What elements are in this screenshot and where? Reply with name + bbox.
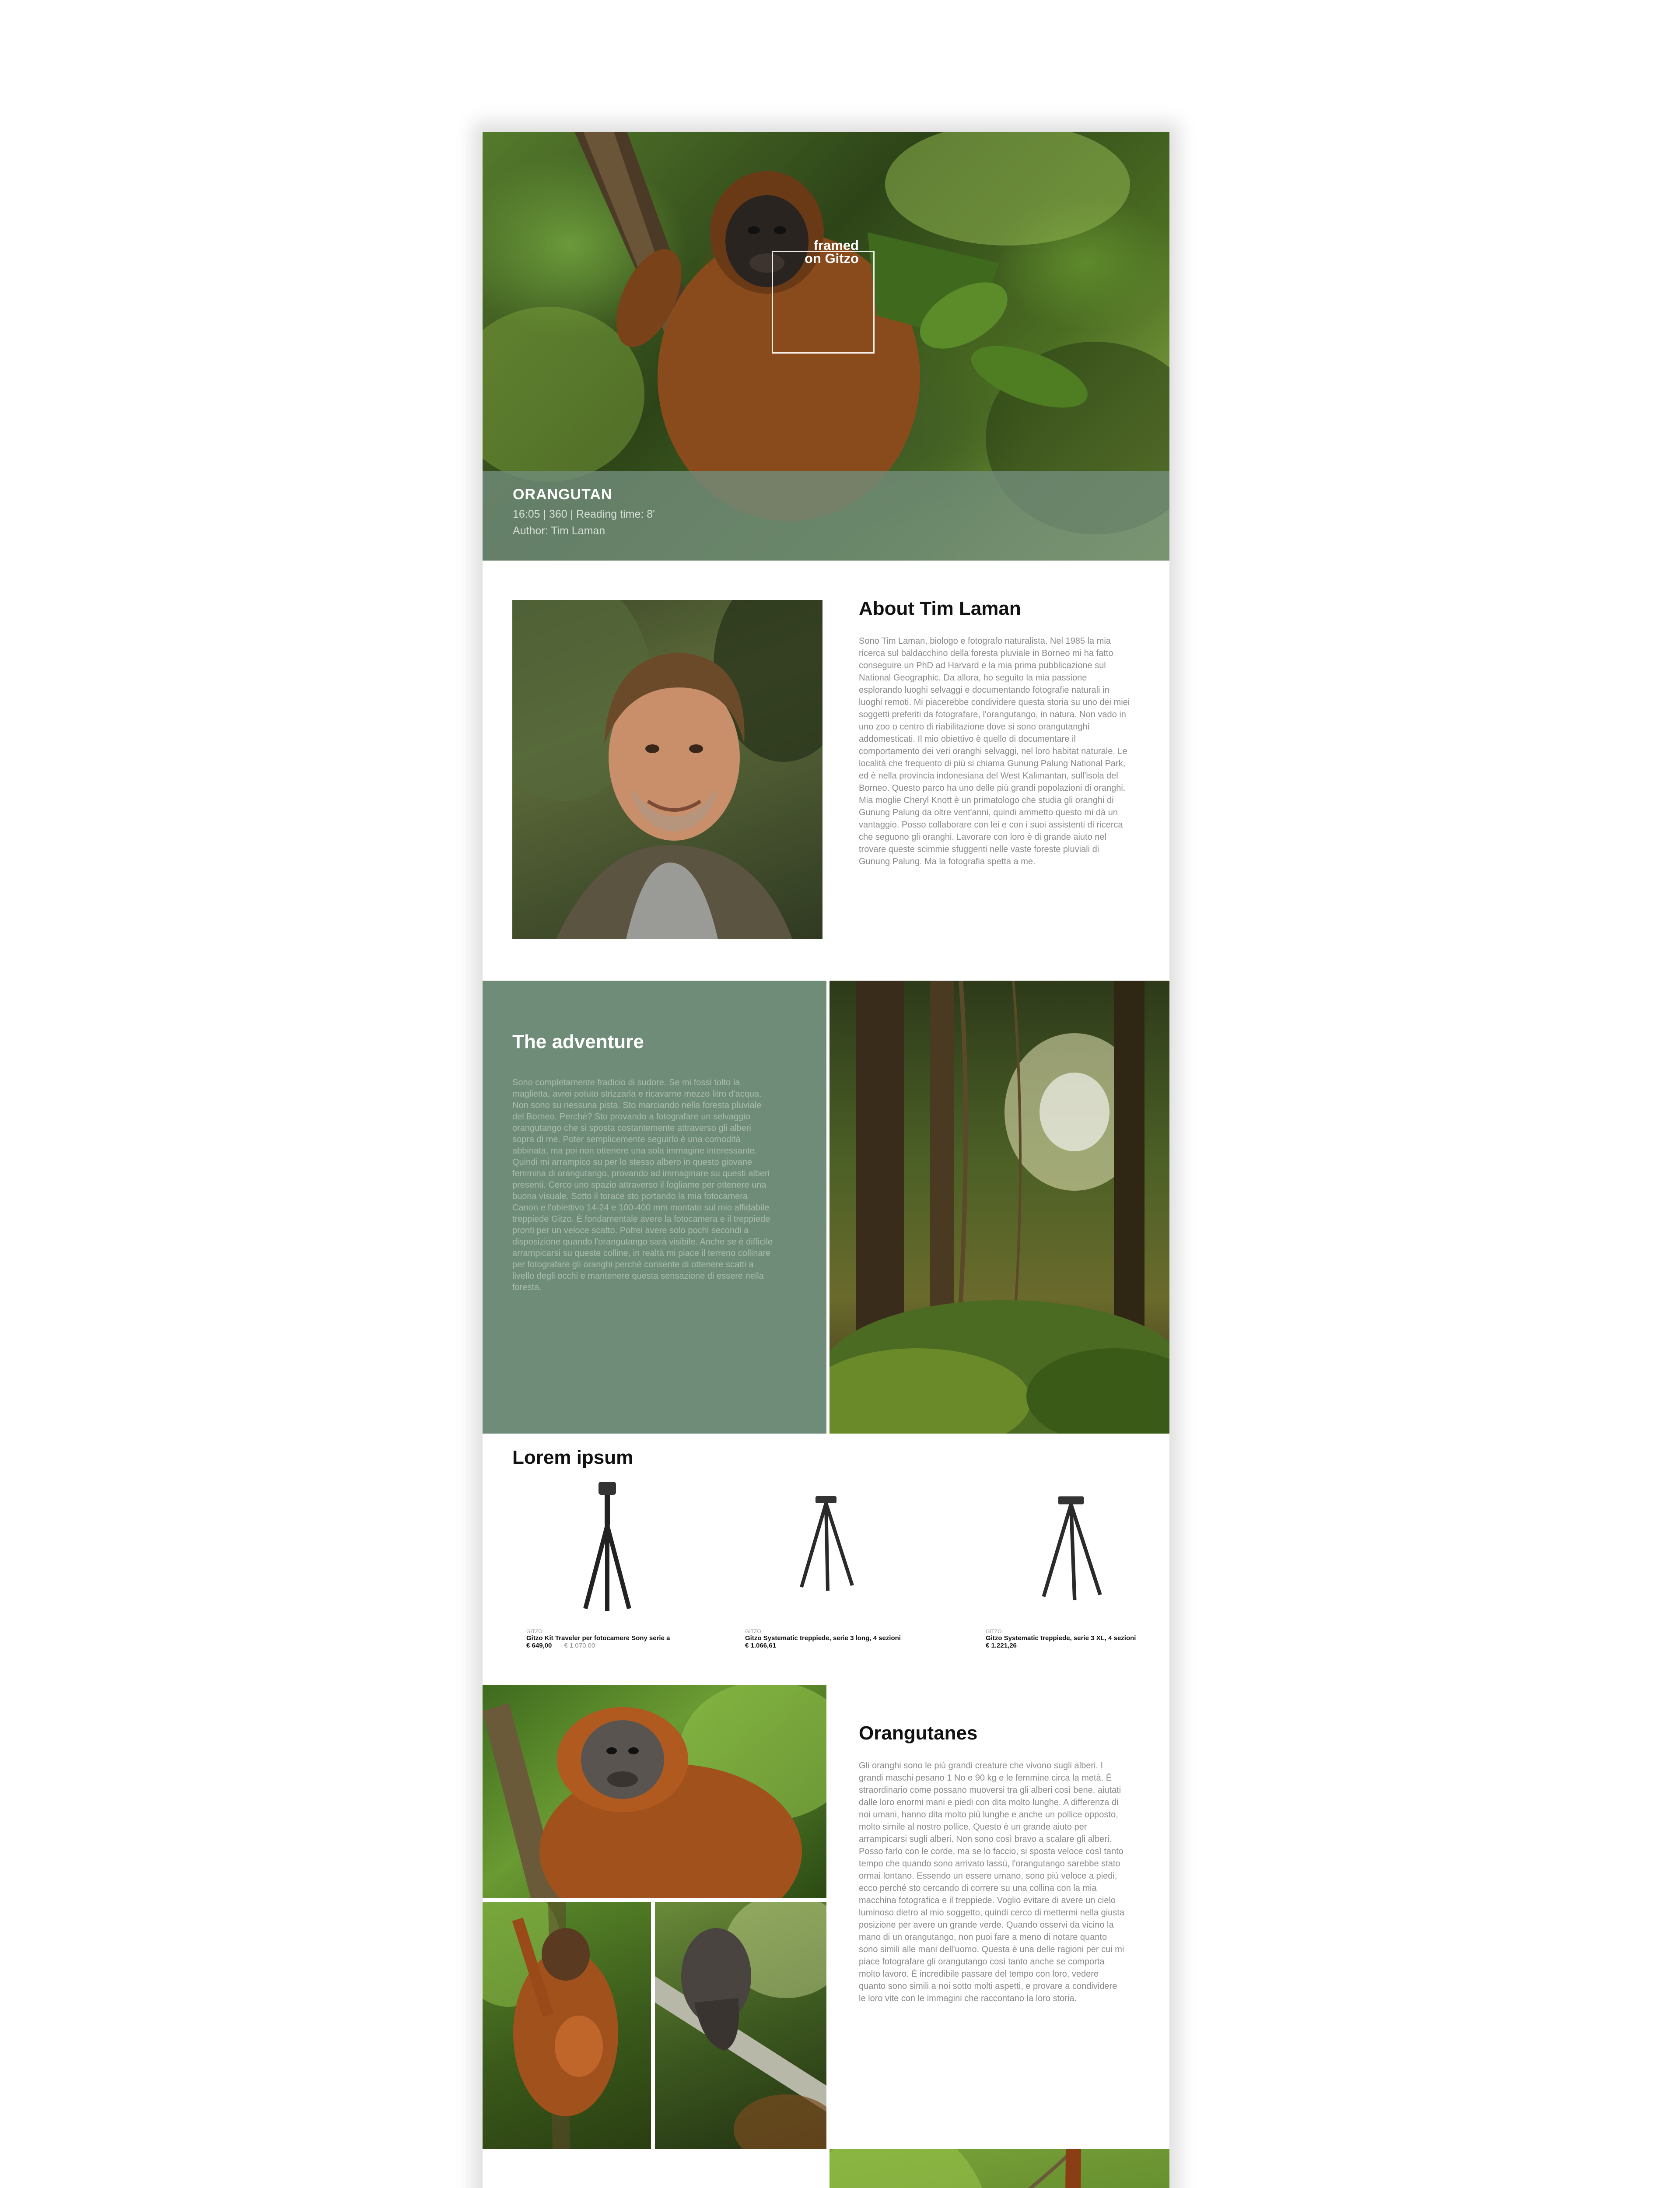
orangutan-male-illustration bbox=[483, 1685, 826, 1898]
product-info-1 bbox=[526, 1628, 693, 1649]
orangutan-mother-illustration bbox=[483, 1902, 651, 2149]
logo-text bbox=[780, 239, 859, 265]
logo-line-1: framed bbox=[813, 238, 859, 253]
product-brand: GITZO bbox=[986, 1628, 1002, 1634]
framed-on-gitzo-logo bbox=[772, 251, 875, 354]
hero-image bbox=[483, 132, 1169, 561]
orangutan-hanging-image bbox=[830, 2149, 1169, 2188]
orangutan-hand-illustration bbox=[655, 1902, 826, 2149]
rainforest-image bbox=[830, 981, 1169, 1434]
orangutan-mother-image bbox=[483, 1902, 651, 2149]
rainforest-illustration bbox=[830, 981, 1169, 1434]
about-title: About Tim Laman bbox=[859, 598, 1021, 619]
product-name[interactable]: Gitzo Systematic treppiede, serie 3 long, 4 sezioni bbox=[745, 1634, 901, 1642]
article-page bbox=[483, 132, 1169, 2188]
product-name[interactable]: Gitzo Kit Traveler per fotocamere Sony serie a bbox=[526, 1634, 670, 1642]
adventure-title: The adventure bbox=[512, 1031, 644, 1052]
orangutans-text: Gli oranghi sono le più grandi creature che vivono sugli alberi. I grandi maschi pesano 1 No e 90 kg e le femmine circa la metà. È straordinario come possano muoversi tra gli alberi così bene, aiutati dalle loro enormi mani e piedi con dita molto lunghe. A differenza di noi umani, hanno dita molto più lunghe e anche un pollice opposto, molto simile al nostro pollice. Questo è un grande aiuto per arrampicarsi sugli alberi. Non sono così bravo a scalare gli alberi. Posso farlo con le corde, ma se lo faccio, si sposta veloce così tanto tempo che quando sono arrivato lassù, l'orangutango sarebbe stato ormai lontano. Essendo un essere umano, sono più veloce a piedi, ecco perché sto cercando di correre su una collina con la mia macchina fotografica e il treppiede. Voglio evitare di avere un cielo luminoso dietro al mio soggetto, quindi cerco di mettermi nella giusta posizione per avere un grande verde. Quando osservi da vicino la mano di un orangutango, non puoi fare a meno di notare quanto sono simili alle mani dell'uomo. Questa è una delle ragioni per cui mi piace fotografare gli orangutango così tanto anche se comporta molto lavoro. È incredibile passare del tempo con loro, vedere quanto sono simili a noi sotto molti aspetti, e provare a condividere le loro vite con le immagini che raccontano la loro storia. bbox=[859, 1761, 1124, 2003]
orangutan-hand-image bbox=[655, 1902, 826, 2149]
product-brand: GITZO bbox=[526, 1628, 542, 1634]
product-price: € 1.066,61 bbox=[745, 1642, 776, 1649]
product-card-2[interactable] bbox=[787, 1493, 865, 1600]
tripod-kit-icon bbox=[568, 1482, 647, 1613]
product-price: € 1.221,26 bbox=[986, 1642, 1017, 1649]
orangutans-title: Orangutanes bbox=[859, 1722, 978, 1744]
hero-meta-line-1: 16:05 | 360 | Reading time: 8' bbox=[513, 508, 655, 520]
portrait-illustration bbox=[512, 600, 822, 939]
about-text: Sono Tim Laman, biologo e fotografo naturalista. Nel 1985 la mia ricerca sul baldacchino della foresta pluviale in Borneo mi ha fatto conseguire un PhD ad Harvard e la mia prima pubblicazione sul National Geographic. Da allora, ho seguito la mia passione esplorando luoghi selvaggi e documentando fotografie naturali in luoghi remoti. Mi piacerebbe condividere questa storia su uno dei miei soggetti preferiti da fotografare, l'orangutango, in natura. Non vado in uno zoo o centro di riabilitazione dove si sono orangutanghi addomesticati. Il mio obiettivo è quello di documentare il comportamento dei veri oranghi selvaggi, nel loro habitat naturale. Le località che frequento di più si chiama Gunung Palung National Park, ed è nella provincia indonesiana del West Kalimantan, sull'isola del Borneo. Questo parco ha uno delle più grandi popolazioni di oranghi. Mia moglie Cheryl Knott è un primatologo che studia gli oranghi di Gunung Palung da oltre vent'anni, quindi ammetto questo mi dà un vantaggio. Posso collaborare con lei e con i suoi assistenti di ricerca che seguono gli oranghi. Lavorare con loro è di grande aiuto nel trovare queste scimmie sfuggenti nelle vaste foreste pluviali di Gunung Palung. Ma la fotografia spetta a me. bbox=[859, 636, 1130, 866]
hero-title: ORANGUTAN bbox=[513, 486, 612, 503]
logo-line-2: on Gitzo bbox=[805, 251, 859, 266]
product-price-row bbox=[986, 1642, 1152, 1649]
tripod-long-icon bbox=[787, 1493, 865, 1598]
product-brand: GITZO bbox=[745, 1628, 761, 1634]
product-info-2 bbox=[745, 1628, 911, 1649]
product-card-1[interactable] bbox=[568, 1482, 647, 1615]
author-portrait bbox=[512, 600, 822, 939]
product-card-3[interactable] bbox=[1032, 1493, 1110, 1604]
orangutan-hanging-illustration bbox=[830, 2149, 1169, 2188]
product-price-row bbox=[745, 1642, 911, 1649]
product-info-3 bbox=[986, 1628, 1152, 1649]
product-old-price: € 1.070,00 bbox=[564, 1642, 595, 1649]
products-title: Lorem ipsum bbox=[512, 1447, 634, 1468]
hero-meta bbox=[513, 506, 655, 539]
product-price: € 649,00 bbox=[526, 1642, 552, 1649]
hero-meta-line-2: Author: Tim Laman bbox=[513, 525, 606, 537]
product-name[interactable]: Gitzo Systematic treppiede, serie 3 XL, 4 sezioni bbox=[986, 1634, 1136, 1642]
orangutan-male-image bbox=[483, 1685, 826, 1898]
adventure-text: Sono completamente fradicio di sudore. Se mi fossi tolto la maglietta, avrei potuto strizzarla e ricavarne mezzo litro d'acqua. Non sono su nessuna pista. Sto marciando nella foresta pluviale del Borneo. Perché? Sto provando a fotografare un selvaggio orangutango che si sposta costantemente attraverso gli alberi sopra di me. Poter semplicemente seguirlo è una comodità abbinata, ma poi non ottenere una sola immagine interessante. Quindi mi arrampico su per lo stesso albero in questo giovane femmina di orangutango, provando ad immaginare su questi alberi presenti. Cerco uno spazio attraverso il fogliame per ottenere una buona visuale. Sotto il torace sto portando la mia fotocamera Canon e l'obiettivo 14-24 e 100-400 mm montato sul mio affidabile treppiede Gitzo. È fondamentale avere la fotocamera e il treppiede pronti per un veloce scatto. Potrei avere solo pochi secondi a disposizione quando l'orangutango sarà visibile. Anche se è difficile arrampicarsi su queste colline, in realtà mi piace il terreno collinare per fotografare gli oranghi perché consente di ottenere scatti a livello degli occhi e mantenere questa sensazione di essere nella foresta. bbox=[512, 1078, 773, 1292]
tripod-xl-icon bbox=[1032, 1493, 1110, 1602]
product-price-row bbox=[526, 1642, 693, 1649]
